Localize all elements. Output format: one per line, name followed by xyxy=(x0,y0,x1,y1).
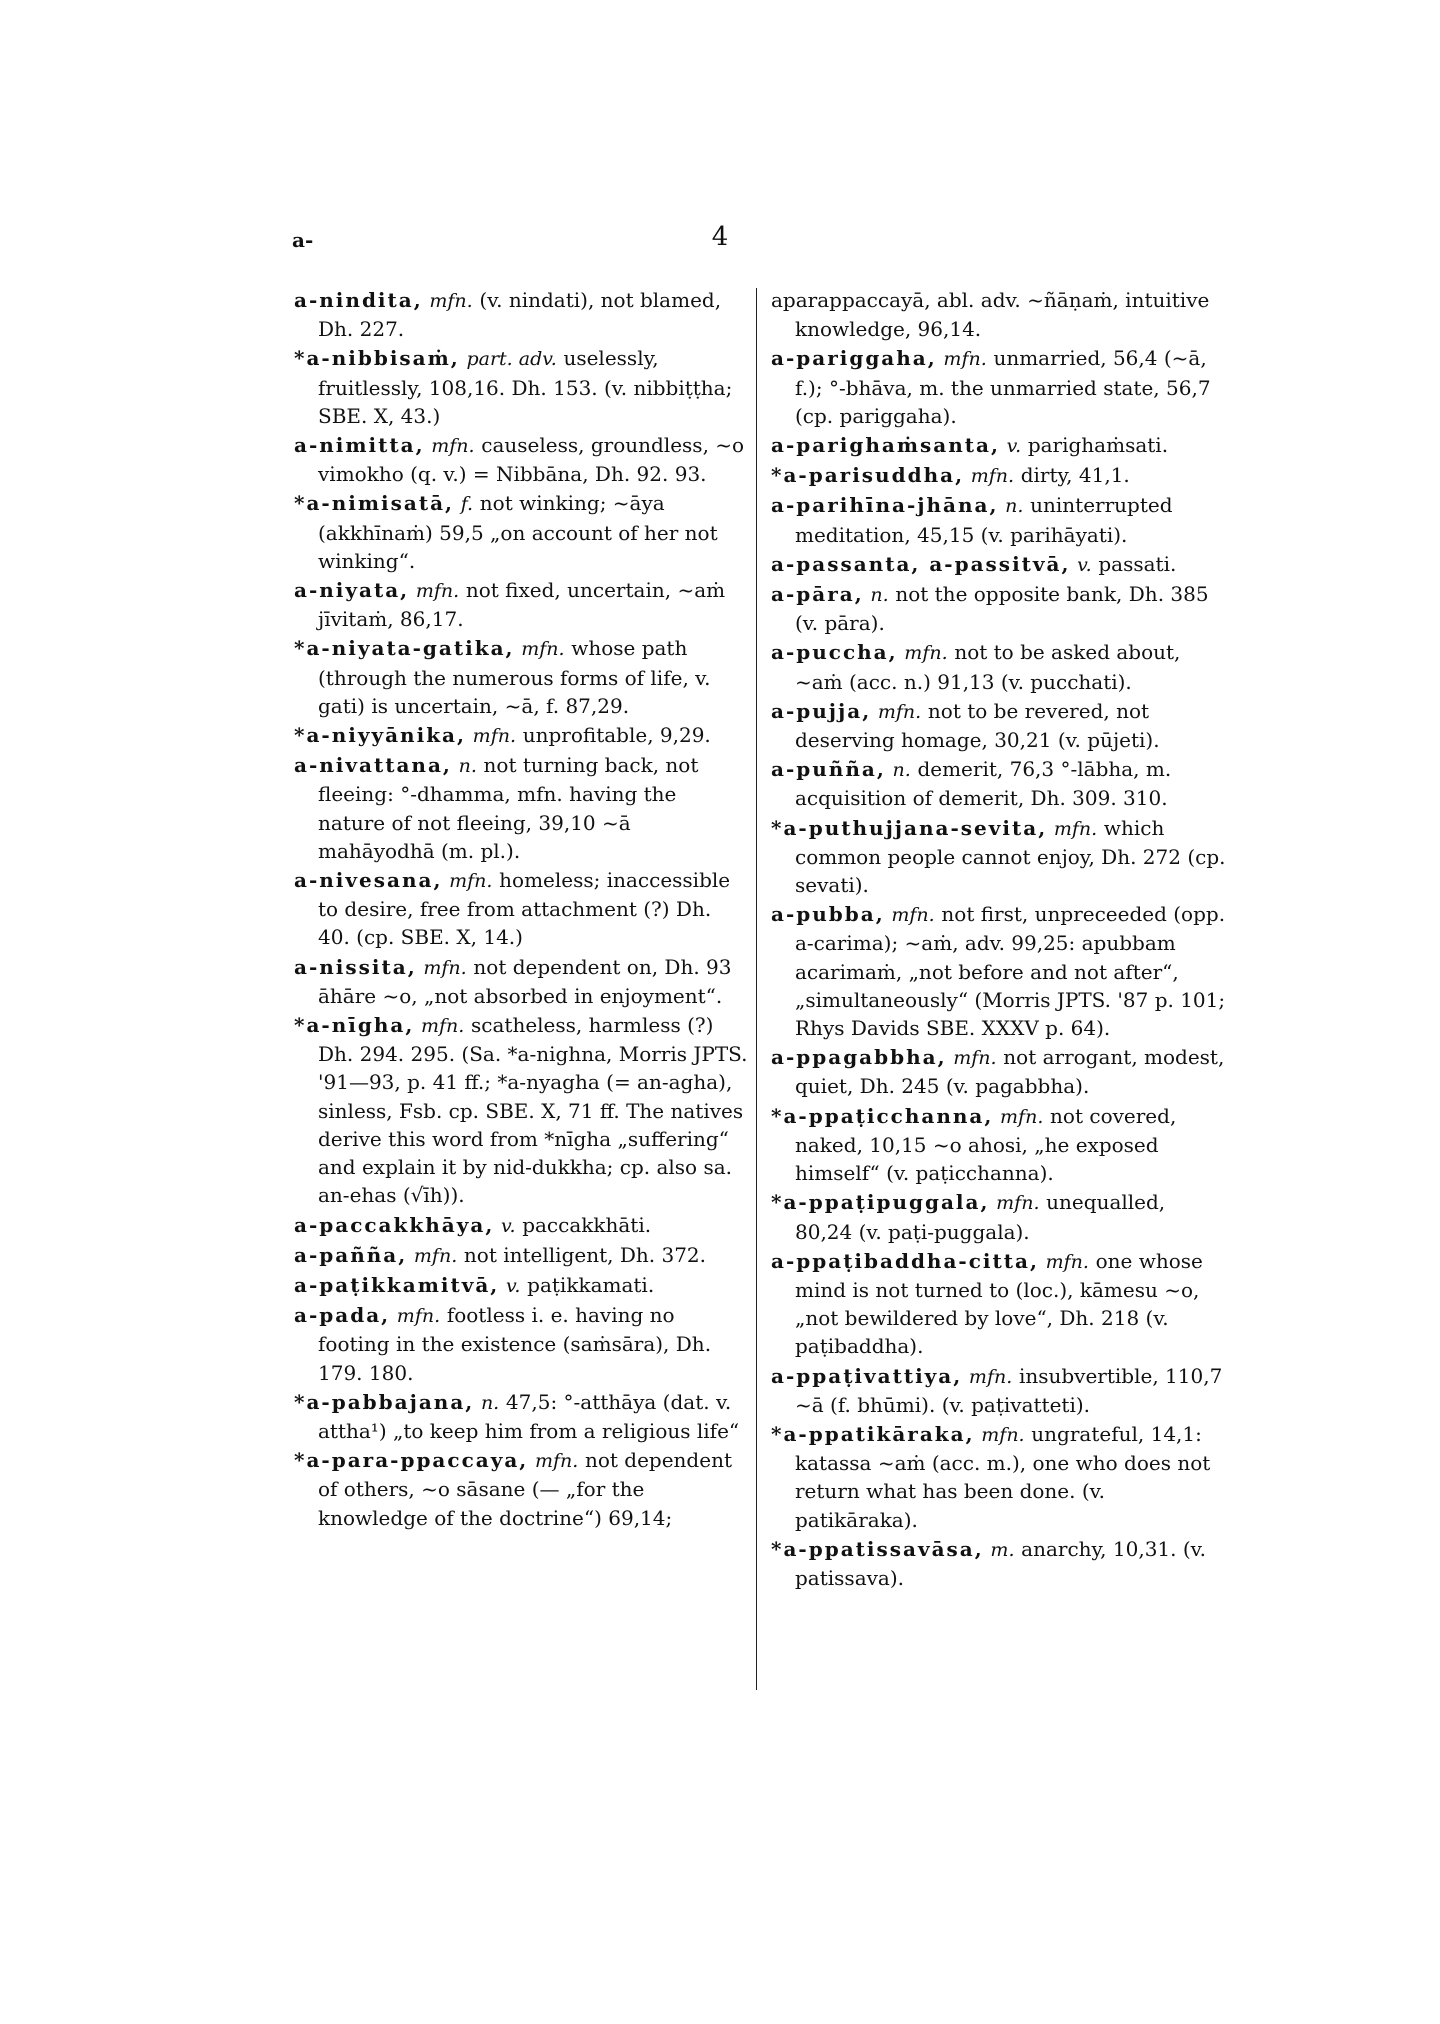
dictionary-entry xyxy=(294,1211,749,1240)
entry-headword: *a-ppatissavāsa, xyxy=(771,1536,984,1561)
entry-grammar: mfn. xyxy=(953,1047,997,1070)
dictionary-entry xyxy=(771,1247,1226,1361)
entry-headword: a-ppaṭivattiya, xyxy=(771,1363,963,1388)
entry-definition: not to be asked about, ~aṁ (acc. n.) 91,13 (v. pucchati). xyxy=(795,640,1181,694)
entry-grammar: mfn. xyxy=(396,1305,441,1328)
entry-definition: insubvertible, 110,7 ~ā (f. bhūmi). (v. paṭivatteti). xyxy=(795,1363,1223,1417)
dictionary-entry xyxy=(294,866,749,952)
dictionary-entry xyxy=(294,1446,749,1532)
entry-headword: a-pañña, xyxy=(294,1242,408,1267)
entry-definition: scatheless, harmless (?) Dh. 294. 295. (Sa. *a-nighna, Morris JPTS. '91—93, p. 41 ff.; *a-nyagha (= an-agha), sinless, Fsb. cp. SBE. X, 71 ff. The natives derive this word from *nīgha „suffering“ and explain it by nid-dukkha; cp. also sa. an-ehas (√īh)). xyxy=(318,1013,748,1208)
entry-grammar: mfn. xyxy=(521,638,565,661)
entry-grammar: v. xyxy=(505,1274,521,1297)
entry-definition: which common people cannot enjoy, Dh. 272 (cp. sevati). xyxy=(795,815,1226,898)
dictionary-entry xyxy=(771,286,1226,343)
entry-grammar: mfn. xyxy=(1000,1105,1044,1128)
entry-definition: whose path (through the numerous forms of life, v. gati) is uncertain, ~ā, f. 87,29. xyxy=(318,636,711,718)
entry-grammar: mfn. xyxy=(904,642,948,665)
entry-definition: aparappaccayā, abl. adv. ~ñāṇaṁ, intuitive knowledge, 96,14. xyxy=(771,288,1210,342)
dictionary-entry xyxy=(771,1043,1226,1100)
entry-headword: *a-nibbisaṁ, xyxy=(294,346,460,371)
page-number: 4 xyxy=(711,222,729,252)
dictionary-entry xyxy=(771,550,1226,579)
entry-grammar: n. xyxy=(892,759,911,782)
dictionary-entry xyxy=(771,461,1226,490)
entry-headword: a-ppagabbha, xyxy=(771,1045,947,1070)
entry-grammar: n. xyxy=(458,755,477,778)
entry-grammar: mfn. xyxy=(534,1450,579,1473)
entry-definition: not the opposite bank, Dh. 385 (v. pāra). xyxy=(795,582,1209,636)
entry-grammar: v. xyxy=(500,1214,516,1237)
entry-grammar: mfn. xyxy=(877,700,922,723)
running-head: a- xyxy=(292,228,314,252)
dictionary-entry xyxy=(294,344,749,430)
entry-headword: a-parighaṁsanta, xyxy=(771,433,1000,458)
entry-definition: uselessly, fruitlessly, 108,16. Dh. 153. (v. nibbiṭṭha; SBE. X, 43.) xyxy=(318,346,733,428)
entry-grammar: mfn. xyxy=(423,956,467,979)
entry-headword: a-parihīna-jhāna, xyxy=(771,493,999,518)
entry-headword: a-puñña, xyxy=(771,757,886,782)
entry-definition: not intelligent, Dh. 372. xyxy=(463,1242,707,1267)
dictionary-entry xyxy=(771,900,1226,1042)
dictionary-entry xyxy=(294,634,749,720)
entry-headword: a-paccakkhāya, xyxy=(294,1212,495,1237)
entry-definition: not covered, naked, 10,15 ~o ahosi, „he exposed himself“ (v. paṭicchanna). xyxy=(795,1103,1177,1186)
entry-headword: *a-pabbajana, xyxy=(294,1389,475,1414)
entry-headword: a-nivesana, xyxy=(294,868,443,893)
entry-grammar: n. xyxy=(870,584,889,607)
entry-headword: a-ppaṭibaddha-citta, xyxy=(771,1248,1039,1273)
dictionary-entry xyxy=(771,491,1226,548)
entry-headword: a-nivattana, xyxy=(294,753,452,778)
dictionary-entry xyxy=(771,1420,1226,1534)
dictionary-entry xyxy=(294,1301,749,1387)
entry-grammar: mfn. xyxy=(891,904,935,927)
entry-definition: not dependent of others, ~o sāsane (— „for the knowledge of the doctrine“) 69,14; xyxy=(318,1448,732,1530)
dictionary-entry xyxy=(771,814,1226,900)
entry-definition: unmarried, 56,4 (~ā, f.); °-bhāva, m. the unmarried state, 56,7 (cp. pariggaha). xyxy=(795,346,1211,428)
entry-grammar: mfn. xyxy=(429,290,473,312)
entry-grammar: f. xyxy=(460,493,474,516)
dictionary-entry xyxy=(294,953,749,1010)
entry-definition: not to be revered, not deserving homage, 30,21 (v. pūjeti). xyxy=(795,698,1160,753)
left-column xyxy=(294,286,749,1533)
entry-grammar: mfn. xyxy=(996,1192,1040,1215)
entry-definition: demerit, 76,3 °-lābha, m. acquisition of demerit, Dh. 309. 310. xyxy=(795,757,1172,811)
entry-headword: *a-para-ppaccaya, xyxy=(294,1448,529,1473)
dictionary-entry xyxy=(771,344,1226,430)
entry-definition: not winking; ~āya (akkhīnaṁ) 59,5 „on account of her not winking“. xyxy=(318,491,718,573)
entry-grammar: n. xyxy=(480,1391,500,1414)
entry-headword: *a-niyyānika, xyxy=(294,723,466,748)
entry-headword: a-pubba, xyxy=(771,902,885,927)
dictionary-entry xyxy=(294,286,749,343)
entry-headword: *a-ppaṭipuggala, xyxy=(771,1190,990,1215)
entry-headword: a-nindita, xyxy=(294,288,423,312)
entry-definition: not turning back, not fleeing: °-dhamma, mfn. having the nature of not fleeing, 39,10 ~ā mahāyodhā (m. pl.). xyxy=(318,753,699,863)
entry-headword: a-paṭikkamitvā, xyxy=(294,1272,500,1297)
entry-definition: not dependent on, Dh. 93 āhāre ~o, „not absorbed in enjoyment“. xyxy=(318,954,732,1008)
entry-definition: uninterrupted meditation, 45,15 (v. parihāyati). xyxy=(795,493,1173,547)
entry-grammar: mfn. xyxy=(472,725,516,748)
entry-definition: paccakkhāti. xyxy=(522,1212,652,1237)
entry-grammar: v. xyxy=(1006,435,1022,458)
entry-headword: *a-niyata-gatika, xyxy=(294,636,515,661)
entry-headword: *a-parisuddha, xyxy=(771,463,965,488)
dictionary-entry xyxy=(771,580,1226,637)
dictionary-entry xyxy=(771,1362,1226,1419)
entry-grammar: mfn. xyxy=(981,1423,1025,1446)
entry-definition: anarchy, 10,31. (v. patissava). xyxy=(795,1536,1206,1590)
entry-definition: not first, unpreceeded (opp. a-carima); ~aṁ, adv. 99,25: apubbam acarimaṁ, „not before and not after“, „simultaneously“ (Morris JPTS. '87 p. 101; Rhys Davids SBE. XXXV p. 64). xyxy=(795,902,1226,1041)
dictionary-entry xyxy=(294,1011,749,1209)
column-divider xyxy=(756,288,757,1690)
entry-headword: *a-nimisatā, xyxy=(294,491,454,516)
entry-definition: 47,5: °-atthāya (dat. v. attha¹) „to keep him from a religious life“ xyxy=(318,1389,740,1443)
right-column xyxy=(771,286,1226,1593)
entry-definition: causeless, groundless, ~o vimokho (q. v.) = Nibbāna, Dh. 92. 93. xyxy=(318,433,745,487)
entry-headword: a-pariggaha, xyxy=(771,346,937,371)
entry-headword: a-nimitta, xyxy=(294,433,425,458)
entry-grammar: mfn. xyxy=(970,465,1015,488)
entry-headword: a-niyata, xyxy=(294,578,410,603)
dictionary-entry xyxy=(294,576,749,633)
entry-headword: *a-ppaṭicchanna, xyxy=(771,1103,994,1128)
entry-headword: a-nissita, xyxy=(294,954,417,979)
entry-definition: dirty, 41,1. xyxy=(1020,463,1130,488)
entry-headword: *a-ppatikāraka, xyxy=(771,1421,975,1446)
entry-grammar: mfn. xyxy=(968,1365,1013,1388)
dictionary-entry xyxy=(294,1388,749,1445)
dictionary-entry xyxy=(294,1271,749,1300)
entry-definition: unprofitable, 9,29. xyxy=(522,723,711,748)
dictionary-entry xyxy=(294,431,749,488)
entry-definition: ungrateful, 14,1: katassa ~aṁ (acc. m.), one who does not return what has been done. (v. patikāraka). xyxy=(795,1421,1211,1532)
entry-definition: paṭikkamati. xyxy=(527,1272,655,1297)
entry-headword: a-pada, xyxy=(294,1303,391,1328)
entry-grammar: mfn. xyxy=(415,580,460,603)
entry-headword: *a-nīgha, xyxy=(294,1013,415,1038)
entry-headword: a-passanta, a-passitvā, xyxy=(771,551,1071,576)
dictionary-entry xyxy=(771,431,1226,460)
entry-headword: a-pāra, xyxy=(771,582,864,607)
entry-grammar: mfn. xyxy=(449,870,493,893)
dictionary-entry xyxy=(294,1241,749,1270)
entry-headword: *a-puthujjana-sevita, xyxy=(771,815,1048,840)
dictionary-entry xyxy=(771,697,1226,754)
dictionary-entry xyxy=(294,721,749,750)
entry-definition: not fixed, uncertain, ~aṁ jīvitaṁ, 86,17. xyxy=(318,578,726,632)
entry-definition: (v. nindati), not blamed, Dh. 227. xyxy=(318,288,722,342)
entry-grammar: mfn. xyxy=(413,1244,458,1267)
entry-grammar: mfn. xyxy=(421,1015,465,1038)
dictionary-entry xyxy=(771,1102,1226,1188)
entry-grammar: n. xyxy=(1005,495,1024,518)
dictionary-entry xyxy=(771,638,1226,695)
entry-grammar: mfn. xyxy=(943,348,987,371)
entry-definition: footless i. e. having no footing in the existence (saṁsāra), Dh. 179. 180. xyxy=(318,1303,712,1385)
dictionary-entry xyxy=(294,751,749,865)
entry-definition: one whose mind is not turned to (loc.), kāmesu ~o, „not bewildered by love“, Dh. 218 (v. paṭibaddha). xyxy=(795,1248,1203,1359)
entry-grammar: mfn. xyxy=(1045,1250,1089,1273)
dictionary-entry xyxy=(771,1535,1226,1592)
entry-definition: passati. xyxy=(1098,551,1177,576)
entry-grammar: part. adv. xyxy=(466,348,557,371)
entry-headword: a-pujja, xyxy=(771,698,872,723)
entry-definition: homeless; inaccessible to desire, free from attachment (?) Dh. 40. (cp. SBE. X, 14.) xyxy=(318,868,731,950)
entry-definition: not arrogant, modest, quiet, Dh. 245 (v. pagabbha). xyxy=(795,1045,1225,1099)
dictionary-entry xyxy=(294,489,749,575)
entry-headword: a-puccha, xyxy=(771,640,898,665)
entry-grammar: v. xyxy=(1077,553,1092,576)
dictionary-entry xyxy=(771,1188,1226,1245)
dictionary-entry xyxy=(771,755,1226,812)
entry-definition: unequalled, 80,24 (v. paṭi-puggala). xyxy=(795,1190,1166,1244)
entry-grammar: m. xyxy=(990,1538,1015,1561)
entry-definition: parighaṁsati. xyxy=(1027,433,1169,458)
entry-grammar: mfn. xyxy=(1053,817,1098,840)
entry-grammar: mfn. xyxy=(431,435,475,458)
